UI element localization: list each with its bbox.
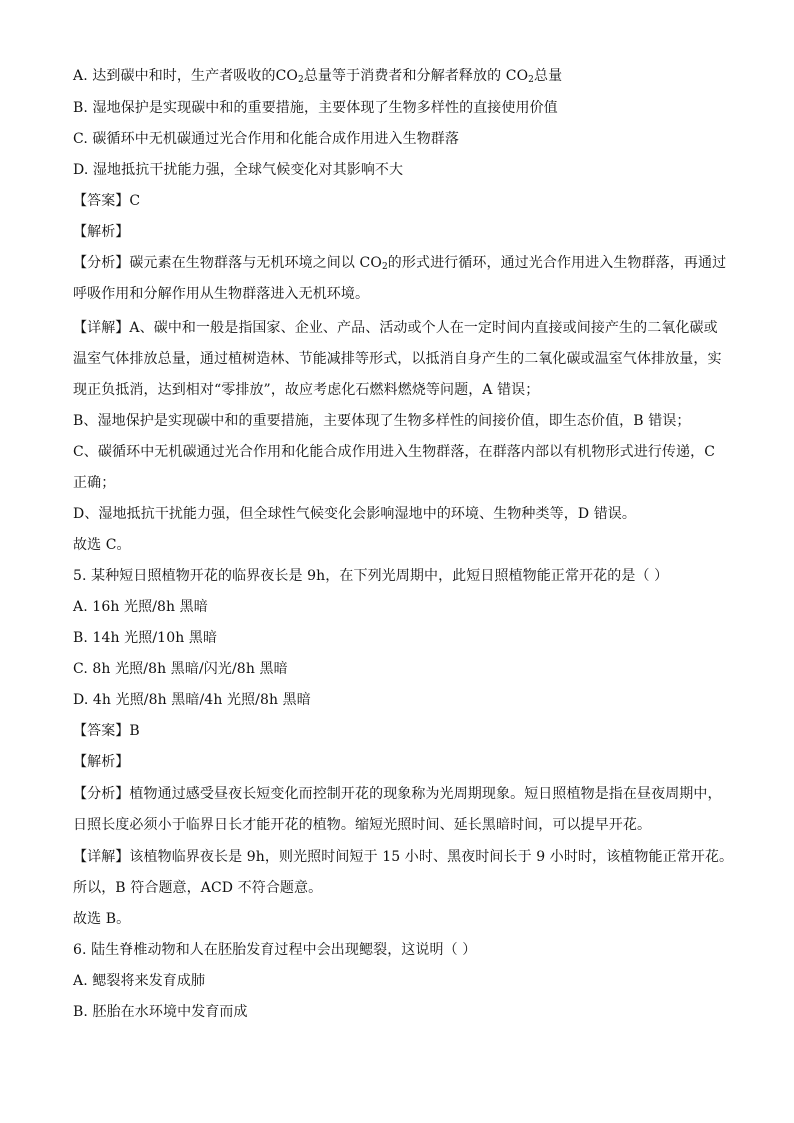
q5-conclusion: 故选 B。 xyxy=(73,911,131,927)
q6-stem: 6. 陆生脊椎动物和人在胚胎发育过程中会出现鳃裂，这说明（ ） xyxy=(73,942,477,958)
q4-xiangjie-line-7: D、湿地抵抗干扰能力强，但全球性气候变化会影响湿地中的环境、生物种类等，D 错误。 xyxy=(73,506,636,522)
q5-option-b: B. 14h 光照/10h 黑暗 xyxy=(73,630,218,646)
q4-option-d: D. 湿地抵抗干扰能力强，全球气候变化对其影响不大 xyxy=(73,162,404,178)
q6-option-a: A. 鳃裂将来发育成肺 xyxy=(73,973,206,989)
q5-option-c: C. 8h 光照/8h 黑暗/闪光/8h 黑暗 xyxy=(73,661,288,677)
q4-analysis-label: 【解析】 xyxy=(73,224,130,240)
q5-fenxi-line-2: 日照长度必须小于临界日长才能开花的植物。缩短光照时间、延长黑暗时间，可以提早开花。 xyxy=(73,817,652,833)
q4-xiangjie-line-6: 正确； xyxy=(73,475,116,491)
q4-fenxi-line-1: 【分析】碳元素在生物群落与无机环境之间以 $CO_2$的形式进行循环，通过光合作用进入生物群落，再通过 xyxy=(73,255,727,272)
q5-fenxi-line-1: 【分析】植物通过感受昼夜长短变化而控制开花的现象称为光周期现象。短日照植物是指在昼夜周期中， xyxy=(73,786,722,802)
q4-xiangjie-line-4: B、湿地保护是实现碳中和的重要措施，主要体现了生物多样性的间接价值，即生态价值，B 错误； xyxy=(73,413,691,429)
q4-option-c: C. 碳循环中无机碳通过光合作用和化能合成作用进入生物群落 xyxy=(73,131,460,147)
q5-option-d: D. 4h 光照/8h 黑暗/4h 光照/8h 黑暗 xyxy=(73,692,311,708)
q4-xiangjie-line-3: 现正负抵消，达到相对“零排放”，故应考虑化石燃料燃烧等问题，A 错误； xyxy=(73,382,540,398)
q5-stem: 5. 某种短日照植物开花的临界夜长是 9h，在下列光周期中，此短日照植物能正常开花的是（ ） xyxy=(73,568,669,584)
q5-analysis-label: 【解析】 xyxy=(73,754,130,770)
q5-xiangjie-line-2: 所以，B 符合题意，ACD 不符合题意。 xyxy=(73,880,323,896)
q4-fenxi-line-2: 呼吸作用和分解作用从生物群落进入无机环境。 xyxy=(73,286,370,302)
q4-option-a: A. 达到碳中和时，生产者吸收的$CO_2$总量等于消费者和分解者释放的 $CO_2$总量 xyxy=(73,68,563,85)
q4-conclusion: 故选 C。 xyxy=(73,537,131,553)
q4-xiangjie-line-2: 温室气体排放总量，通过植树造林、节能减排等形式，以抵消自身产生的二氧化碳或温室气体排放量，实 xyxy=(73,351,722,367)
q5-answer: 【答案】B xyxy=(73,723,140,739)
q5-xiangjie-line-1: 【详解】该植物临界夜长是 9h，则光照时间短于 15 小时、黑夜时间长于 9 小时时，该植物能正常开花。 xyxy=(73,849,734,865)
q4-xiangjie-line-1: 【详解】A、碳中和一般是指国家、企业、产品、活动或个人在一定时间内直接或间接产生的二氧化碳或 xyxy=(73,320,718,336)
q6-option-b: B. 胚胎在水环境中发育而成 xyxy=(73,1004,248,1020)
q4-answer: 【答案】C xyxy=(73,193,141,209)
q5-option-a: A. 16h 光照/8h 黑暗 xyxy=(73,599,208,615)
q4-xiangjie-line-5: C、碳循环中无机碳通过光合作用和化能合成作用进入生物群落，在群落内部以有机物形式进行传递，C xyxy=(73,444,716,460)
q4-option-b: B. 湿地保护是实现碳中和的重要措施，主要体现了生物多样性的直接使用价值 xyxy=(73,100,558,116)
